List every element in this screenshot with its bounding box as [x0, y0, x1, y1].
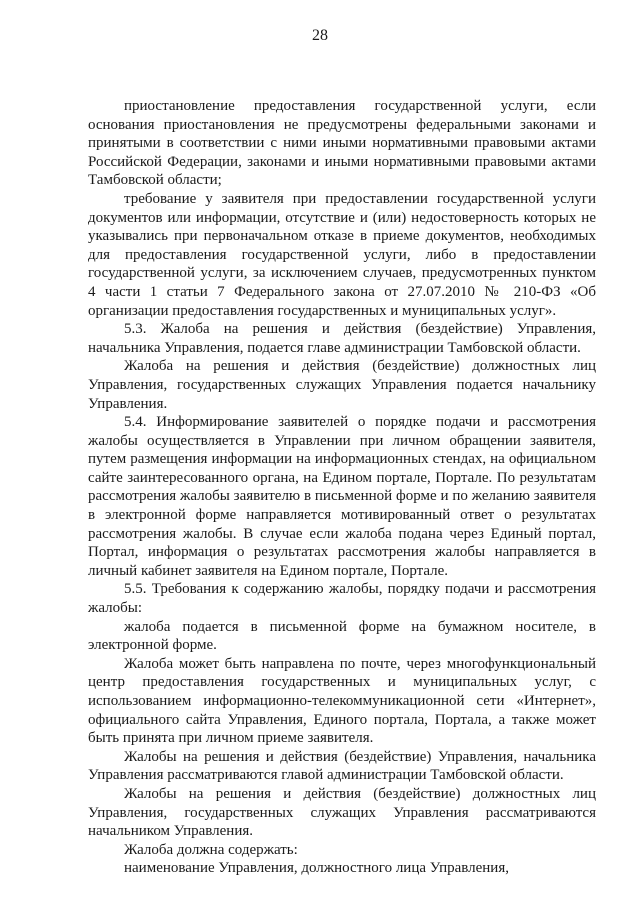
paragraph-suspension-grounds: приостановление предоставления государственной услуги, если основания приостановления не предусмотрены федеральными законами и принятыми в соответствии с ними иными нормативными правовыми актами Российской Федерации, законами и иными нормативными правовыми актами Тамбовской области; — [88, 98, 596, 189]
document-body — [88, 97, 596, 878]
page-number: 28 — [312, 27, 328, 44]
paragraph-review-by-governor: Жалобы на решения и действия (бездействие) Управления, начальника Управления рассматриваются главой администрации Тамбовской области. — [88, 748, 596, 784]
paragraph-complaint-contents: Жалоба должна содержать: — [124, 841, 298, 858]
paragraph-5-5: 5.5. Требования к содержанию жалобы, порядку подачи и рассмотрения жалобы: — [88, 581, 596, 617]
paragraph-document-requirement: требование у заявителя при предоставлении государственной услуги документов или информации, отсутствие и (или) недостоверность которых не указывались при первоначальном отказе в приеме документов, необходимых для предоставления государственной услуги, либо в предоставлении государственной услуги, за исключением случаев, предусмотренных пунктом 4 части 1 статьи 7 Федерального закона от 27.07.2010 № 210-ФЗ «Об организации предоставления государственных и муниципальных услуг». — [88, 190, 596, 319]
paragraph-written-form: жалоба подается в письменной форме на бумажном носителе, в электронной форме. — [88, 618, 596, 654]
paragraph-5-4: 5.4. Информирование заявителей о порядке подачи и рассмотрения жалобы осуществляется в Управлении при личном обращении заявителя, путем размещения информации на информационных стендах, на официальном сайте заинтересованного органа, на Едином портале, Портале. По результатам рассмотрения жалобы заявителю в письменной форме и по желанию заявителя в электронной форме направляется мотивированный ответ о результатах рассмотрения жалобы. В случае если жалоба подана через Единый портал, Портал, информация о результатах рассмотрения жалобы направляется в личный кабинет заявителя на Едином портале, Портале. — [88, 414, 596, 579]
paragraph-review-by-head: Жалобы на решения и действия (бездействие) должностных лиц Управления, государственных служащих Управления рассматриваются начальником Управления. — [88, 785, 596, 840]
paragraph-complaint-officials: Жалоба на решения и действия (бездействие) должностных лиц Управления, государственных служащих Управления подается начальнику Управления. — [88, 358, 596, 412]
paragraph-name-item: наименование Управления, должностного лица Управления, — [124, 860, 509, 877]
paragraph-submission-channels: Жалоба может быть направлена по почте, через многофункциональный центр предоставления государственных и муниципальных услуг, с использованием информационно-телекоммуникационной сети «Интернет», официального сайта Управления, Единого портала, Портала, а также может быть принята при личном приеме заявителя. — [88, 655, 596, 747]
paragraph-5-3: 5.3. Жалоба на решения и действия (бездействие) Управления, начальника Управления, подается главе администрации Тамбовской области. — [88, 321, 596, 356]
